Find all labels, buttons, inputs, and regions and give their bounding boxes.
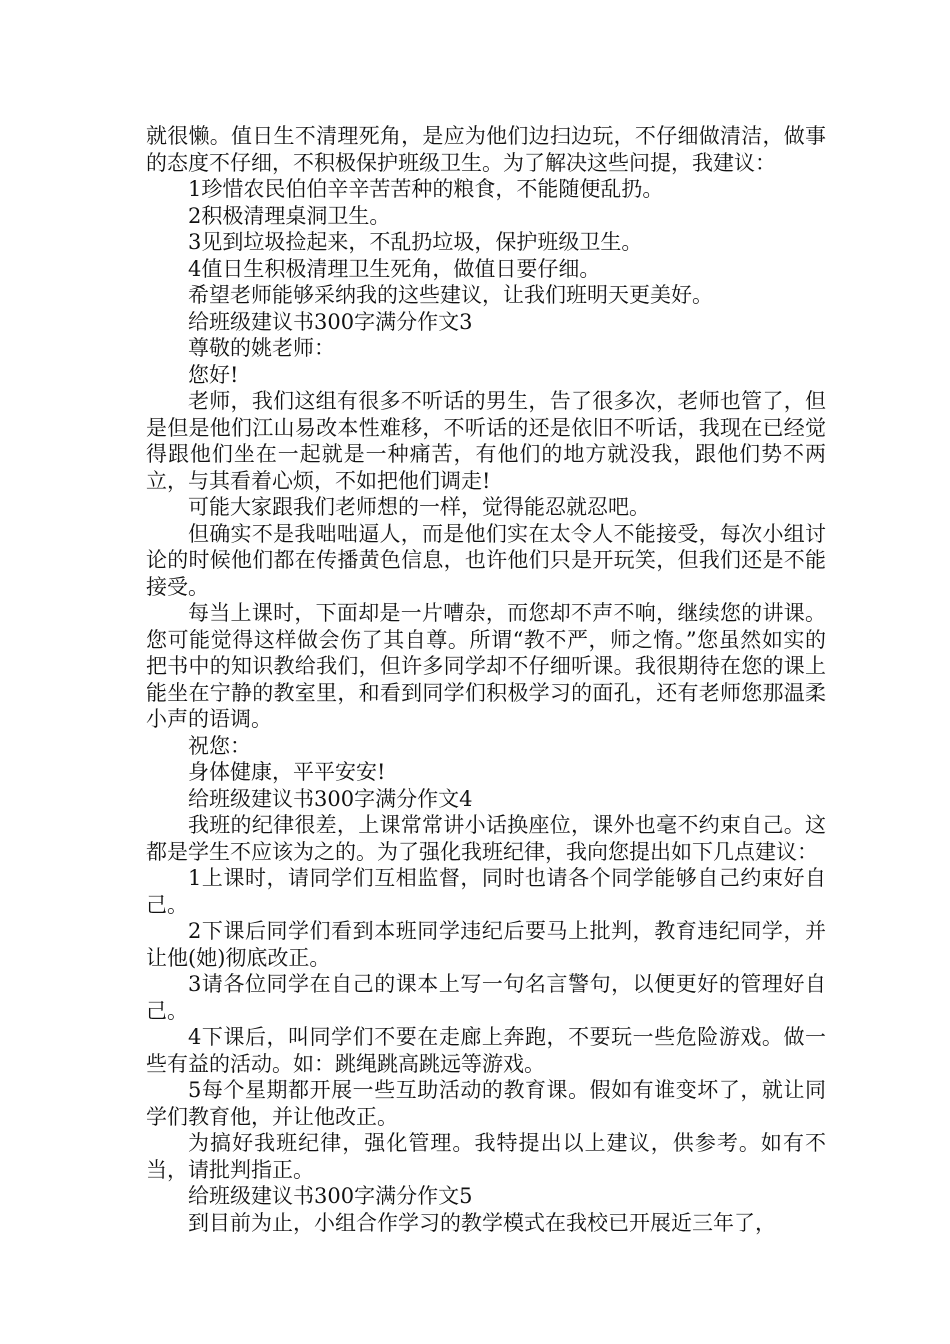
suggestion-item-2: 2下课后同学们看到本班同学违纪后要马上批判，教育违纪同学，并让他(她)彻底改正。 [146,919,826,970]
essay-heading-3: 给班级建议书300字满分作文3 [188,309,473,334]
salutation: 尊敬的姚老师： [188,336,335,360]
body-paragraph: 但确实不是我咄咄逼人，而是他们实在太令人不能接受，每次小组讨论的时候他们都在传播黄色信息，也许他们只是开玩笑，但我们还是不能接受。 [146,521,826,599]
document-body [146,123,826,1236]
suggestion-item-1: 1上课时，请同学们互相监督，同时也请各个同学能够自己约束好自己。 [146,866,826,917]
wishes-text: 身体健康，平平安安! [188,760,386,784]
greeting: 您好! [188,362,239,387]
body-paragraph: 到目前为止，小组合作学习的教学模式在我校已开展近三年了， [188,1210,776,1235]
suggestion-item-3: 3见到垃圾捡起来，不乱扔垃圾，保护班级卫生。 [188,230,643,254]
essay-heading-4: 给班级建议书300字满分作文4 [188,786,473,811]
body-paragraph: 每当上课时，下面却是一片嘈杂，而您却不声不响，继续您的讲课。您可能觉得这样做会伤了其自尊。所谓“教不严，师之惰。”您虽然如实的把书中的知识教给我们，但许多同学却不仔细听课。我很期待在您的课上能坐在宁静的教室里，和看到同学们积极学习的面孔，还有老师您那温柔小声的语调。 [146,601,826,731]
wishes-label: 祝您： [188,733,251,758]
suggestion-item-1: 1珍惜农民伯伯辛辛苦苦种的粮食，不能随便乱扔。 [188,177,664,201]
closing-paragraph: 希望老师能够采纳我的这些建议，让我们班明天更美好。 [188,283,713,307]
suggestion-item-2: 2积极清理桌洞卫生。 [188,203,391,228]
suggestion-item-3: 3请各位同学在自己的课本上写一句名言警句，以便更好的管理好自己。 [146,972,826,1023]
body-paragraph: 老师，我们这组有很多不听话的男生，告了很多次，老师也管了，但是但是他们江山易改本性难移，不听话的还是依旧不听话，我现在已经觉得跟他们坐在一起就是一种痛苦，有他们的地方就没我，跟他们势不两立，与其看着心烦，不如把他们调走! [146,389,826,493]
paragraph-continuation: 就很懒。值日生不清理死角，是应为他们边扫边玩，不仔细做清洁，做事的态度不仔细，不积极保护班级卫生。为了解决这些问提，我建议： [146,124,826,175]
body-paragraph: 可能大家跟我们老师想的一样，觉得能忍就忍吧。 [188,495,650,519]
suggestion-item-5: 5每个星期都开展一些互助活动的教育课。假如有谁变坏了，就让同学们教育他，并让他改正。 [146,1078,826,1129]
essay-heading-5: 给班级建议书300字满分作文5 [188,1184,473,1208]
suggestion-item-4: 4下课后，叫同学们不要在走廊上奔跑，不要玩一些危险游戏。做一些有益的活动。如：跳绳跳高跳远等游戏。 [146,1025,826,1076]
suggestion-item-4: 4值日生积极清理卫生死角，做值日要仔细。 [188,256,601,281]
closing-paragraph: 为搞好我班纪律，强化管理。我特提出以上建议，供参考。如有不当，请批判指正。 [146,1131,826,1182]
body-paragraph: 我班的纪律很差，上课常常讲小话换座位，课外也毫不约束自己。这都是学生不应该为之的。为了强化我班纪律，我向您提出如下几点建议： [146,813,826,864]
